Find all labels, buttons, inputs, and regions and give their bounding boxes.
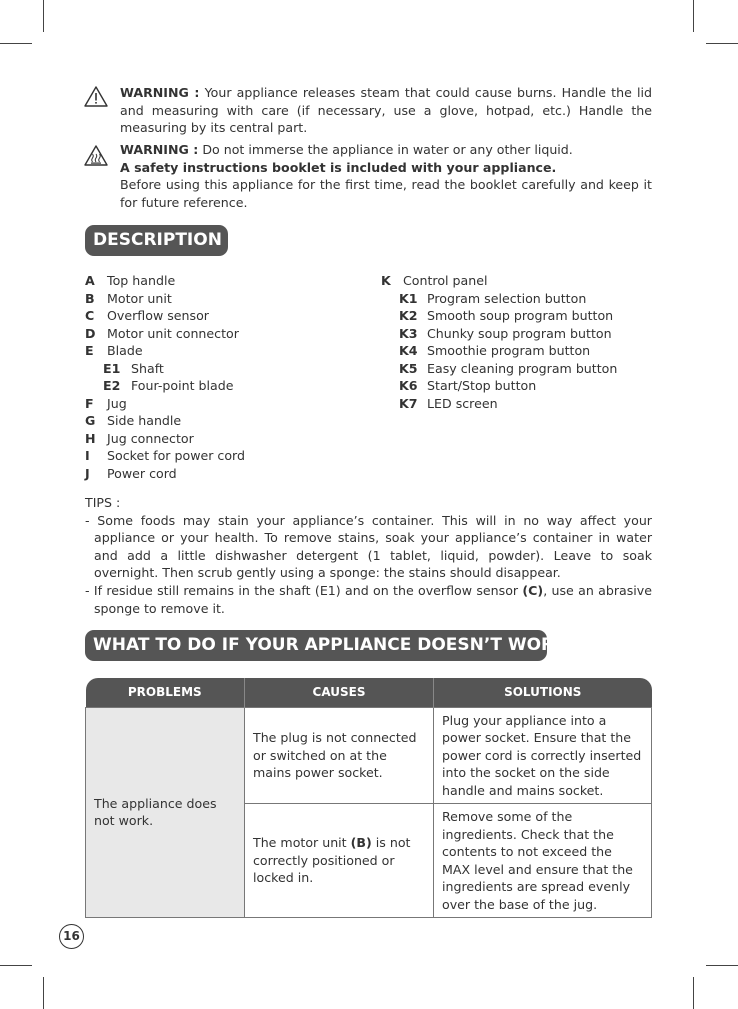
list-item: K4 Smoothie program button bbox=[399, 343, 591, 358]
list-item: G Side handle bbox=[85, 413, 182, 428]
cause-cell: The plug is not connected or switched on at the mains power socket. bbox=[245, 707, 434, 804]
crop-mark bbox=[0, 965, 32, 966]
crop-mark bbox=[43, 0, 44, 32]
tip-item: - If residue still remains in the shaft (E1) and on the overflow sensor (C), use an abrasive sponge to remove it. bbox=[85, 582, 652, 616]
warning-booklet: A safety instructions booklet is included with your appliance. bbox=[120, 159, 557, 175]
list-item: D Motor unit connector bbox=[85, 325, 239, 341]
crop-mark bbox=[706, 965, 738, 966]
column-header-solutions: SOLUTIONS bbox=[434, 678, 652, 707]
warning-text-2: Before using this appliance for the first time, read the booklet carefully and keep it for future reference. bbox=[120, 177, 652, 210]
problem-cell: The appliance does not work. bbox=[86, 707, 245, 918]
list-item: H Jug connector bbox=[85, 430, 194, 446]
list-item: K Control panel bbox=[381, 273, 488, 288]
list-item: K5 Easy cleaning program button bbox=[399, 360, 618, 376]
column-header-causes: CAUSES bbox=[245, 678, 434, 707]
list-item: E1 Shaft bbox=[103, 360, 164, 376]
warning-text: Your appliance releases steam that could cause burns. Handle the lid and measuring with care (if necessary, use a glove, hotpad, etc.) Handle the measuring by its central part. bbox=[120, 85, 652, 136]
warning-steam bbox=[120, 84, 652, 137]
crop-mark bbox=[693, 977, 694, 1009]
list-item: K2 Smooth soup program button bbox=[399, 308, 614, 323]
tip-item: - Some foods may stain your appliance’s container. This will in no way affect your appliance or your health. To remove stains, soak your appliance’s container in water and add a little dishwasher detergent (1 tablet, liquid, powder). Leave to soak overnight. Then scrub gently using a sponge: the stains should disappear. bbox=[85, 512, 652, 581]
crop-mark bbox=[693, 0, 694, 32]
list-item: F Jug bbox=[85, 395, 127, 411]
crop-mark bbox=[0, 43, 32, 44]
page-number: 16 bbox=[59, 924, 84, 949]
warning-immerse bbox=[120, 141, 652, 211]
warning-label: WARNING : bbox=[120, 85, 200, 100]
troubleshooting-table bbox=[85, 678, 652, 918]
list-item: K3 Chunky soup program button bbox=[399, 325, 612, 341]
list-item: A Top handle bbox=[85, 273, 176, 288]
description-list-right bbox=[381, 272, 617, 412]
list-item: K1 Program selection button bbox=[399, 290, 587, 306]
troubleshooting-heading: WHAT TO DO IF YOUR APPLIANCE DOESN’T WORK? bbox=[85, 630, 547, 661]
warning-label: WARNING : bbox=[120, 142, 199, 157]
list-item: I Socket for power cord bbox=[85, 448, 245, 463]
column-header-problems: PROBLEMS bbox=[86, 678, 245, 707]
solution-cell: Plug your appliance into a power socket. Ensure that the power cord is correctly inserted into the socket on the side handle and mains socket. bbox=[434, 707, 652, 804]
list-item: E Blade bbox=[85, 343, 143, 358]
solution-cell: Remove some of the ingredients. Check that the contents to not exceed the MAX level and ensure that the ingredients are spread evenly over the base of the jug. bbox=[434, 804, 652, 918]
crop-mark bbox=[43, 977, 44, 1009]
tips-title: TIPS : bbox=[85, 495, 121, 510]
list-item: K7 LED screen bbox=[399, 395, 498, 411]
crop-mark bbox=[706, 43, 738, 44]
cause-cell: The motor unit (B) is not correctly positioned or locked in. bbox=[245, 804, 434, 918]
description-list-left bbox=[85, 272, 245, 482]
list-item: K6 Start/Stop button bbox=[399, 378, 537, 393]
hot-surface-icon bbox=[84, 145, 108, 166]
warning-text: Do not immerse the appliance in water or any other liquid. bbox=[202, 142, 573, 157]
tips-section bbox=[85, 494, 652, 617]
list-item: E2 Four-point blade bbox=[103, 378, 234, 393]
list-item: C Overflow sensor bbox=[85, 308, 209, 323]
description-heading: DESCRIPTION bbox=[85, 225, 228, 256]
list-item: J Power cord bbox=[85, 465, 177, 481]
warning-triangle-icon bbox=[84, 86, 108, 107]
table-row bbox=[86, 707, 652, 804]
list-item: B Motor unit bbox=[85, 290, 172, 306]
